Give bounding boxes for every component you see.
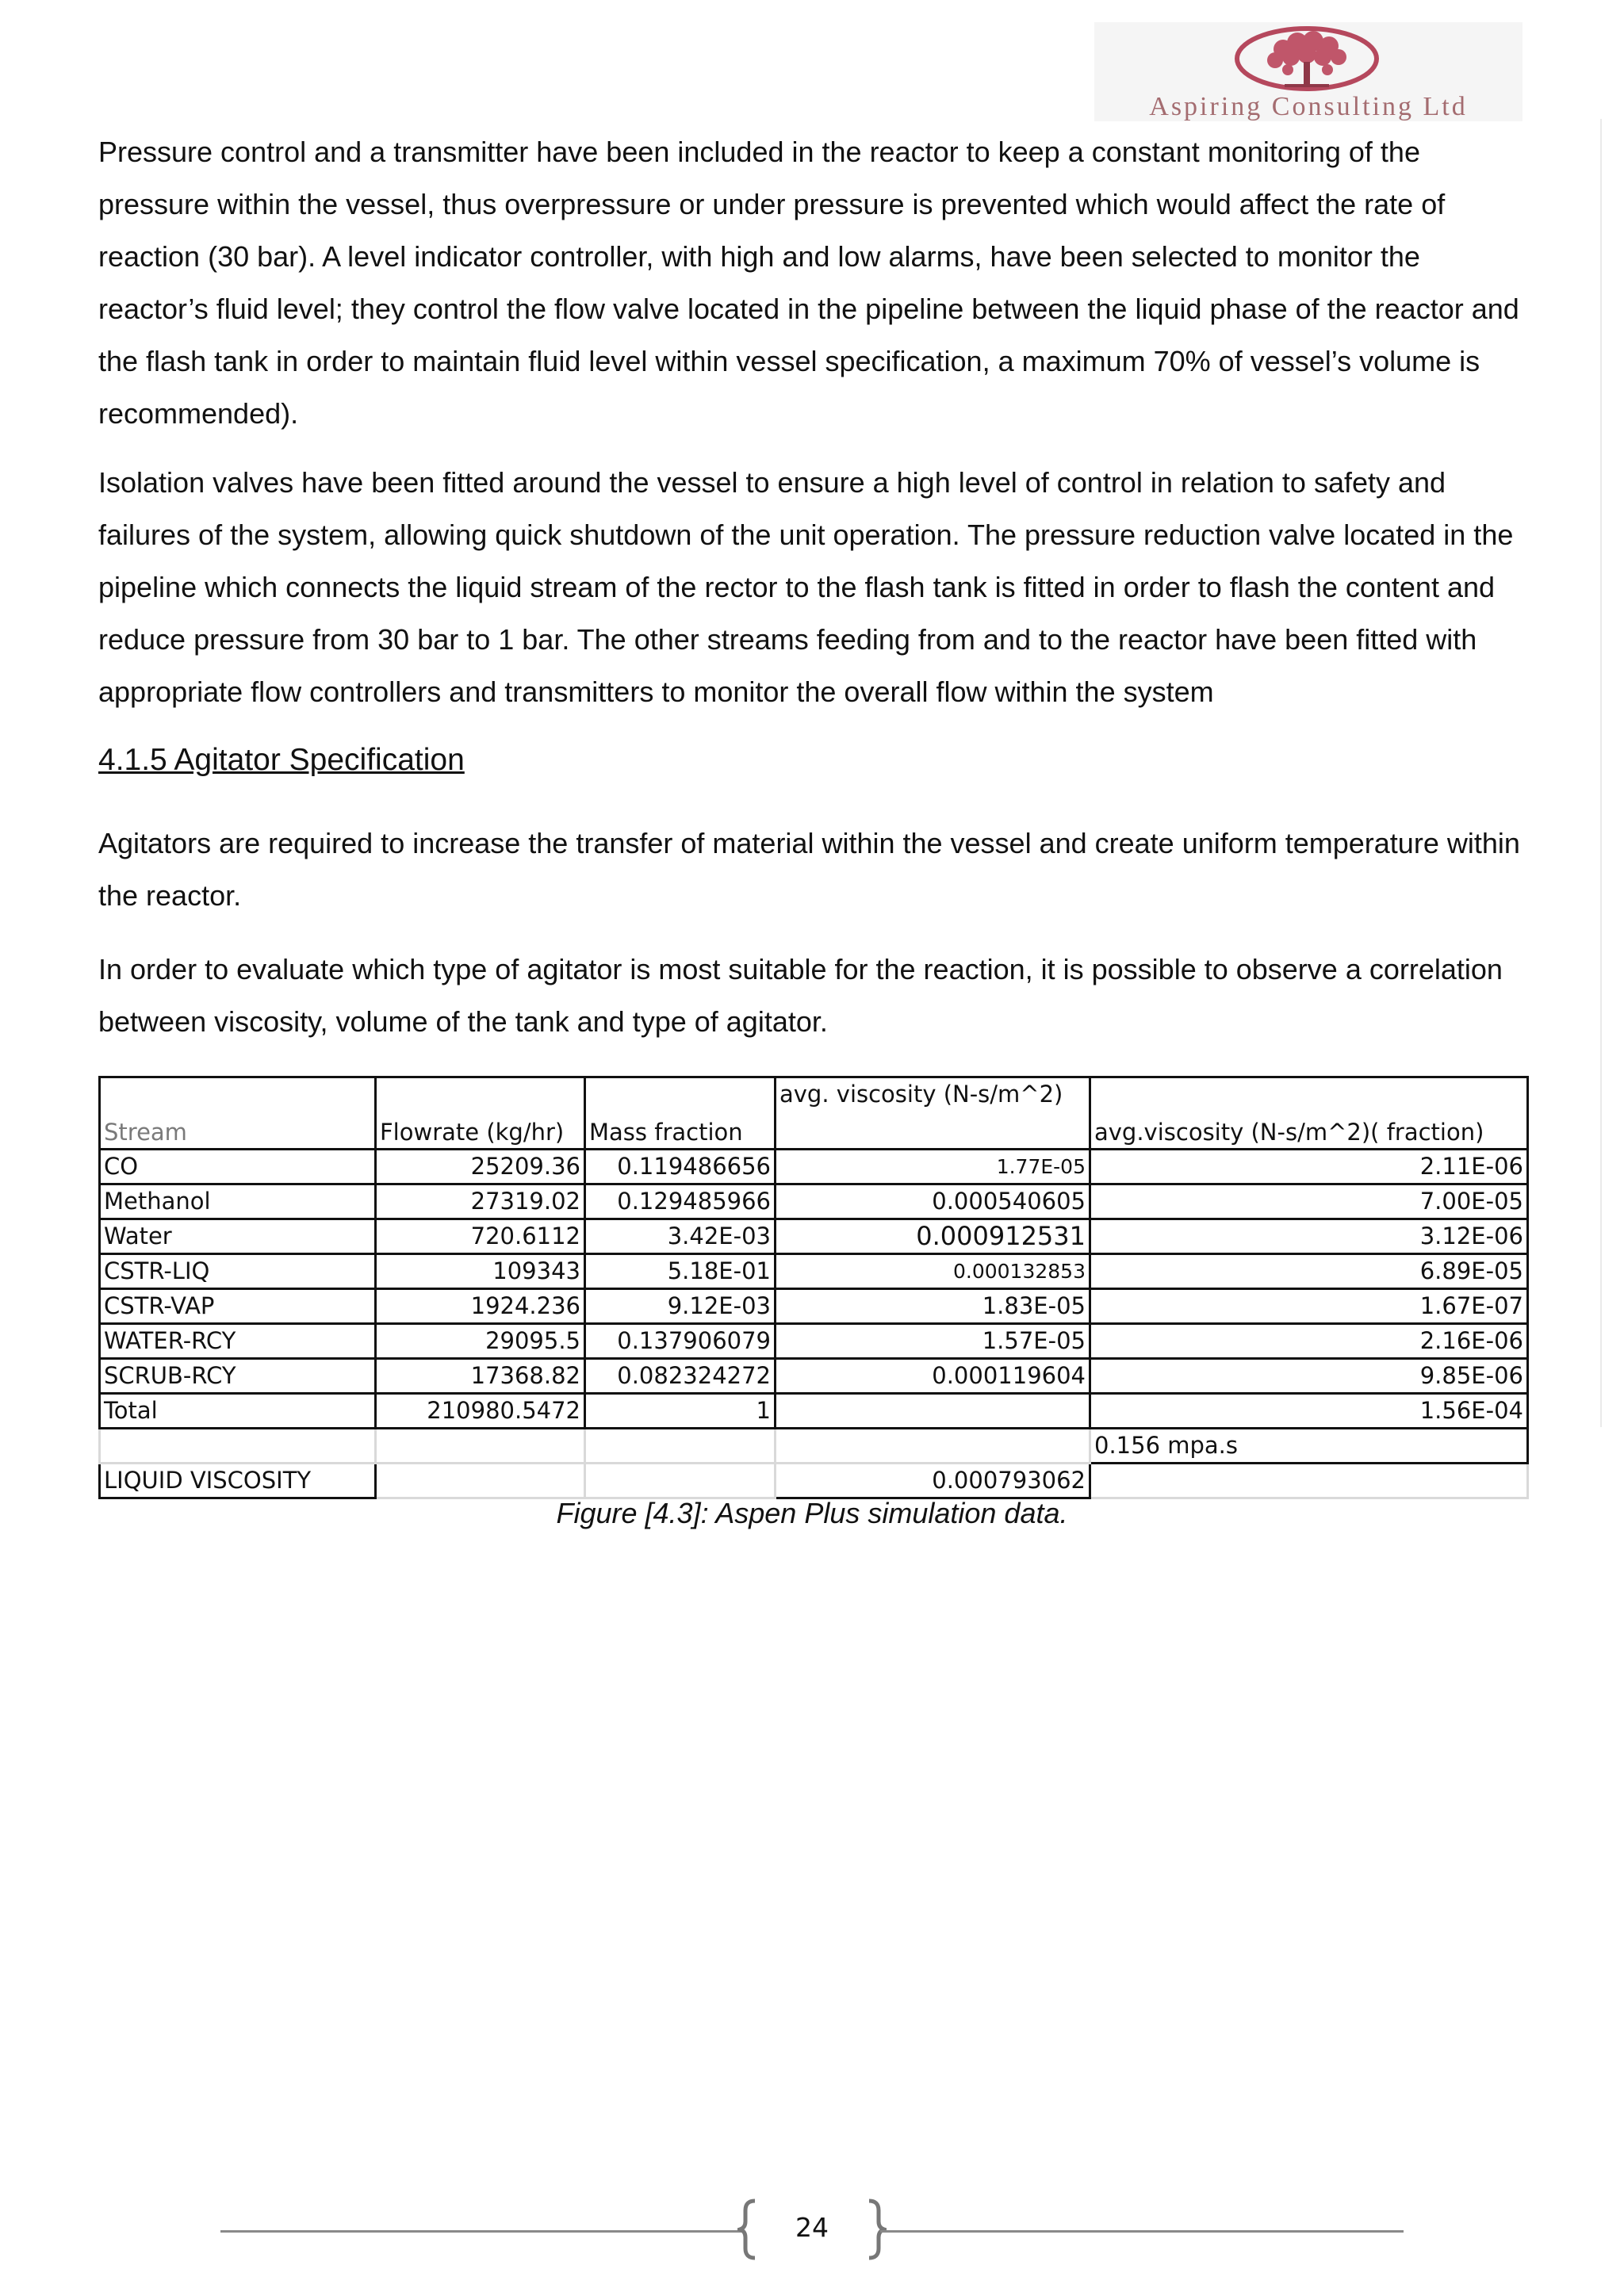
table-row	[100, 1254, 1528, 1289]
cell-stream: CSTR-LIQ	[100, 1254, 376, 1289]
company-logo	[1094, 22, 1522, 121]
cell-avg-viscosity: 0.000912531	[776, 1219, 1090, 1254]
cell-empty	[585, 1429, 776, 1464]
cell-total-flowrate: 210980.5472	[376, 1394, 585, 1429]
paragraph-isolation-valves: Isolation valves have been fitted around the vessel to ensure a high level of control in relation to safety and failures of the system, allowing quick shutdown of the unit operation. The pressure reduction valve located in the pipeline which connects the liquid stream of the rector to the flash tank is fitted in order to flash the content and reduce pressure from 30 bar to 1 bar. The other streams feeding from and to the reactor have been fitted with appropriate flow controllers and transmitters to monitor the overall flow within the system	[98, 466, 1514, 708]
cell-avg-viscosity: 1.83E-05	[776, 1289, 1090, 1324]
tree-logo-icon	[1228, 25, 1386, 97]
right-bracket-icon	[866, 2198, 887, 2261]
cell-avg-viscosity-fraction: 3.12E-06	[1090, 1219, 1528, 1254]
paragraph-agitator-evaluation: In order to evaluate which type of agitator is most suitable for the reaction, it is possible to observe a correlation between viscosity, volume of the tank and type of agitator.	[98, 953, 1503, 1038]
table-row	[100, 1184, 1528, 1219]
cell-avg-viscosity-fraction: 6.89E-05	[1090, 1254, 1528, 1289]
cell-stream: WATER-RCY	[100, 1324, 376, 1359]
cell-mass-fraction: 0.119486656	[585, 1150, 776, 1184]
table-row	[100, 1359, 1528, 1394]
footer-rule-right	[880, 2230, 1404, 2233]
header-stream: Stream	[100, 1077, 376, 1150]
header-avg-viscosity-fraction: avg.viscosity (N-s/m^2)( fraction)	[1090, 1077, 1528, 1150]
cell-empty	[100, 1429, 376, 1464]
cell-mass-fraction: 0.082324272	[585, 1359, 776, 1394]
cell-total-label: Total	[100, 1394, 376, 1429]
cell-stream: SCRUB-RCY	[100, 1359, 376, 1394]
page-number: 24	[795, 2212, 829, 2243]
cell-empty	[1090, 1464, 1528, 1498]
header-avg-viscosity: avg. viscosity (N-s/m^2)	[776, 1077, 1090, 1150]
table-row-liquid-viscosity	[100, 1464, 1528, 1498]
cell-total-mass-fraction: 1	[585, 1394, 776, 1429]
left-bracket-icon	[737, 2198, 758, 2261]
cell-mass-fraction: 0.129485966	[585, 1184, 776, 1219]
section-heading: 4.1.5 Agitator Specification	[98, 743, 465, 777]
cell-empty	[776, 1429, 1090, 1464]
cell-flowrate: 25209.36	[376, 1150, 585, 1184]
cell-total-avg-viscosity-fraction: 1.56E-04	[1090, 1394, 1528, 1429]
cell-flowrate: 17368.82	[376, 1359, 585, 1394]
table-row	[100, 1150, 1528, 1184]
cell-stream: Water	[100, 1219, 376, 1254]
cell-avg-viscosity-fraction: 2.11E-06	[1090, 1150, 1528, 1184]
cell-flowrate: 109343	[376, 1254, 585, 1289]
table-row	[100, 1324, 1528, 1359]
cell-flowrate: 720.6112	[376, 1219, 585, 1254]
cell-flowrate: 29095.5	[376, 1324, 585, 1359]
table-total-row	[100, 1394, 1528, 1429]
table-row	[100, 1289, 1528, 1324]
company-name: Aspiring Consulting Ltd	[1149, 92, 1468, 121]
figure-caption: Figure [4.3]: Aspen Plus simulation data.	[556, 1497, 1068, 1529]
cell-avg-viscosity-fraction: 7.00E-05	[1090, 1184, 1528, 1219]
cell-mass-fraction: 9.12E-03	[585, 1289, 776, 1324]
cell-stream: CSTR-VAP	[100, 1289, 376, 1324]
footer-rule-left	[220, 2230, 744, 2233]
cell-total-empty	[776, 1394, 1090, 1429]
cell-mass-fraction: 5.18E-01	[585, 1254, 776, 1289]
cell-stream: Methanol	[100, 1184, 376, 1219]
header-mass-fraction: Mass fraction	[585, 1077, 776, 1150]
cell-avg-viscosity: 0.000132853	[776, 1254, 1090, 1289]
paragraph-pressure-control: Pressure control and a transmitter have been included in the reactor to keep a constant monitoring of the pressure within the vessel, thus overpressure or under pressure is prevented which would affect the rate of reaction (30 bar). A level indicator controller, with high and low alarms, have been selected to monitor the reactor’s fluid level; they control the flow valve located in the pipeline between the liquid phase of the reactor and the flash tank in order to maintain fluid level within vessel specification, a maximum 70% of vessel’s volume is recommended).	[98, 136, 1519, 430]
cell-avg-viscosity-fraction: 2.16E-06	[1090, 1324, 1528, 1359]
cell-avg-viscosity: 0.000119604	[776, 1359, 1090, 1394]
header-flowrate: Flowrate (kg/hr)	[376, 1077, 585, 1150]
cell-empty	[585, 1464, 776, 1498]
cell-avg-viscosity: 1.57E-05	[776, 1324, 1090, 1359]
simulation-data-table	[98, 1076, 1529, 1499]
cell-avg-viscosity: 0.000540605	[776, 1184, 1090, 1219]
cell-empty	[376, 1464, 585, 1498]
cell-stream: CO	[100, 1150, 376, 1184]
cell-liquid-viscosity-value: 0.000793062	[776, 1464, 1090, 1498]
cell-mpa-value: 0.156 mpa.s	[1090, 1429, 1528, 1464]
page-edge-divider	[1600, 119, 1602, 1427]
paragraph-agitators: Agitators are required to increase the transfer of material within the vessel and create uniform temperature within the reactor.	[98, 827, 1520, 912]
cell-avg-viscosity-fraction: 1.67E-07	[1090, 1289, 1528, 1324]
table-row	[100, 1219, 1528, 1254]
cell-avg-viscosity-fraction: 9.85E-06	[1090, 1359, 1528, 1394]
cell-empty	[376, 1429, 585, 1464]
cell-mass-fraction: 0.137906079	[585, 1324, 776, 1359]
cell-flowrate: 1924.236	[376, 1289, 585, 1324]
cell-avg-viscosity: 1.77E-05	[776, 1150, 1090, 1184]
cell-mass-fraction: 3.42E-03	[585, 1219, 776, 1254]
table-header-row	[100, 1077, 1528, 1150]
table-row-mpa	[100, 1429, 1528, 1464]
cell-flowrate: 27319.02	[376, 1184, 585, 1219]
cell-liquid-viscosity-label: LIQUID VISCOSITY	[100, 1464, 376, 1498]
